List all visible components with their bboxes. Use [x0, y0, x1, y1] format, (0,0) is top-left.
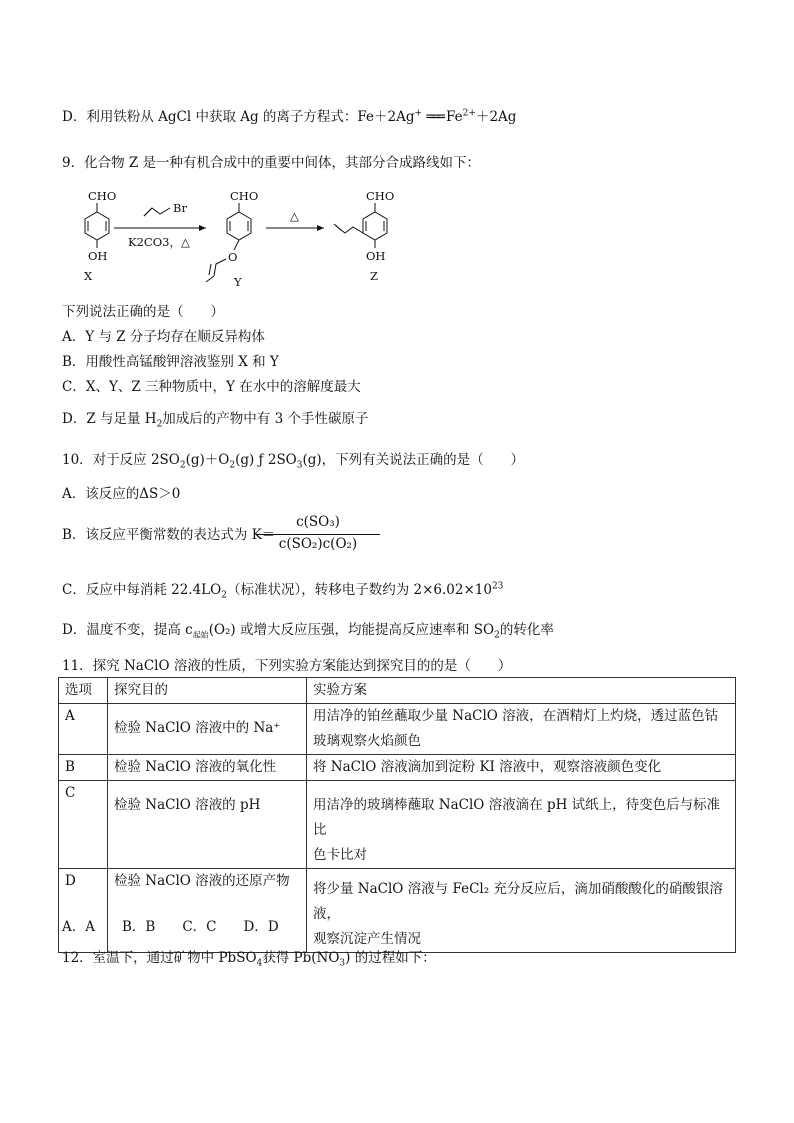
header-option: 选项 [59, 678, 108, 704]
q10-c-exp: 23 [491, 581, 504, 592]
x-label: X [84, 269, 93, 283]
z-cho-label: CHO [366, 189, 395, 203]
reaction-arrow-1 [114, 201, 206, 249]
q10-stem-mid2: (g) ƒ 2SO [235, 452, 297, 468]
row-option: B [59, 755, 108, 781]
header-purpose: 探究目的 [108, 678, 307, 704]
q8-d-text: D．利用铁粉从 AgCl 中获取 Ag 的离子方程式：Fe＋2Ag [62, 109, 415, 125]
row-option: A [59, 704, 108, 755]
q10-option-b: B．该反应平衡常数的表达式为 K＝ [62, 527, 276, 543]
q10-c-pre: C．反应中每消耗 22.4LO [62, 582, 222, 598]
q10-sub2: 2 [229, 460, 236, 471]
row-option: D [59, 869, 108, 953]
q12-stem-mid: 获得 Pb(NO [262, 950, 340, 966]
y-label: Y [234, 275, 242, 289]
q11-stem: 11．探究 NaClO 溶液的性质，下列实验方案能达到探究目的的是（ ） [62, 658, 512, 674]
row-purpose: 检验 NaClO 溶液的氧化性 [108, 755, 307, 781]
row-option: C [59, 781, 108, 869]
heat-label: △ [290, 209, 299, 223]
q10-d-post: 的转化率 [499, 622, 554, 638]
row-purpose: 检验 NaClO 溶液的 pH [108, 781, 307, 869]
y-cho-label: CHO [230, 189, 259, 203]
q10-option-a: A．该反应的ΔS＞0 [62, 486, 181, 502]
q10-stem [62, 450, 524, 470]
row-plan [307, 869, 736, 953]
q10-sub1: 2 [179, 460, 186, 471]
x-oh-label: OH [88, 249, 108, 263]
z-oh-label: OH [366, 249, 386, 263]
q8-option-d [62, 107, 516, 127]
table-row [59, 755, 736, 781]
q8-d-charge: + [414, 108, 423, 119]
q8-d-product: ＋2Ag [475, 109, 517, 125]
q10-c-mid: （标准状况），转移电子数约为 2×6.02×10 [226, 582, 492, 598]
plan-line-2: 色卡比对 [313, 847, 367, 863]
q11-options-table [58, 677, 736, 953]
fraction-denominator: c(SO₂)c(O₂) [278, 536, 358, 552]
q9-option-c: C．X、Y、Z 三种物质中，Y 在水中的溶解度最大 [62, 379, 361, 395]
compound-z-structure [334, 189, 394, 283]
plan-line-1: 将少量 NaClO 溶液与 FeCl₂ 充分反应后，滴加硝酸酸化的硝酸银溶液， [313, 881, 723, 922]
q8-d-fe: Fe [446, 109, 463, 125]
q8-d-fe-charge: 2+ [462, 108, 476, 119]
row-plan [307, 781, 736, 869]
q11-answer-choices: A．A B．B C．C D．D [62, 919, 279, 935]
plan-line-1: 用洁净的铂丝蘸取少量 NaClO 溶液，在酒精灯上灼烧，透过蓝色钴 [313, 708, 719, 724]
q12-stem [62, 948, 436, 968]
q10-b-fraction [256, 514, 380, 555]
q9-d-sub: 2 [156, 419, 163, 430]
table-header-row [59, 678, 736, 704]
plan-line-2: 玻璃观察火焰颜色 [313, 733, 421, 749]
table-row [59, 704, 736, 755]
q10-d-pre: D．温度不变，提高 c [62, 622, 193, 638]
q10-stem-pre: 10．对于反应 2SO [62, 452, 180, 468]
compound-y-structure [206, 189, 258, 289]
reaction-conditions: K2CO3，△ [128, 235, 190, 249]
q12-stem-pre: 12．室温下，通过矿物中 PbSO [62, 950, 257, 966]
row-purpose: 检验 NaClO 溶液中的 Na⁺ [108, 704, 307, 755]
q10-stem-mid1: (g)＋O [185, 452, 230, 468]
plan-line-1: 用洁净的玻璃棒蘸取 NaClO 溶液滴在 pH 试纸上，待变色后与标准比 [313, 797, 721, 838]
plan-line-1: 将 NaClO 溶液滴加到淀粉 KI 溶液中，观察溶液颜色变化 [313, 759, 662, 775]
q10-option-c [62, 580, 503, 600]
q9-reaction-scheme [66, 186, 426, 290]
plan-line-2: 观察沉淀产生情况 [313, 931, 421, 947]
q9-d-post: 加成后的产物中有 3 个手性碳原子 [162, 411, 369, 427]
compound-x-structure [84, 189, 116, 283]
z-label: Z [370, 269, 378, 283]
fraction-numerator: c(SO₃) [296, 514, 340, 530]
y-o-label: O [228, 250, 238, 264]
row-plan [307, 704, 736, 755]
header-plan: 实验方案 [307, 678, 736, 704]
q12-sub3: 3 [339, 958, 346, 969]
q12-sub4: 4 [256, 958, 263, 969]
fraction-bar [256, 534, 380, 535]
q9-option-b: B．用酸性高锰酸钾溶液鉴别 X 和 Y [62, 354, 279, 370]
table-row [59, 869, 736, 953]
q10-c-sub: 2 [221, 590, 227, 601]
q9-d-pre: D．Z 与足量 H [62, 411, 157, 427]
row-purpose: 检验 NaClO 溶液的还原产物 [108, 869, 307, 953]
q8-d-equals: ═══ [426, 109, 442, 125]
q10-option-d [62, 620, 554, 640]
q10-stem-post: (g)，下列有关说法正确的是（ ） [302, 452, 525, 468]
q9-option-a: A．Y 与 Z 分子均存在顺反异构体 [62, 329, 265, 345]
q9-option-d [62, 409, 368, 429]
q9-stem: 9．化合物 Z 是一种有机合成中的重要中间体，其部分合成路线如下： [62, 155, 481, 171]
table-row [59, 781, 736, 869]
q9-question: 下列说法正确的是（ ） [62, 304, 224, 320]
row-plan [307, 755, 736, 781]
reagent-br: Br [173, 201, 187, 215]
q12-stem-post: ) 的过程如下： [345, 950, 436, 966]
q10-d-sub-start: 起始 [192, 630, 209, 640]
reaction-arrow-2 [266, 209, 324, 231]
q10-d-sub2: 2 [494, 630, 500, 641]
q10-d-mid: (O₂) 或增大反应压强，均能提高反应速率和 SO [208, 622, 495, 638]
q10-sub3: 3 [296, 460, 303, 471]
x-cho-label: CHO [88, 189, 117, 203]
